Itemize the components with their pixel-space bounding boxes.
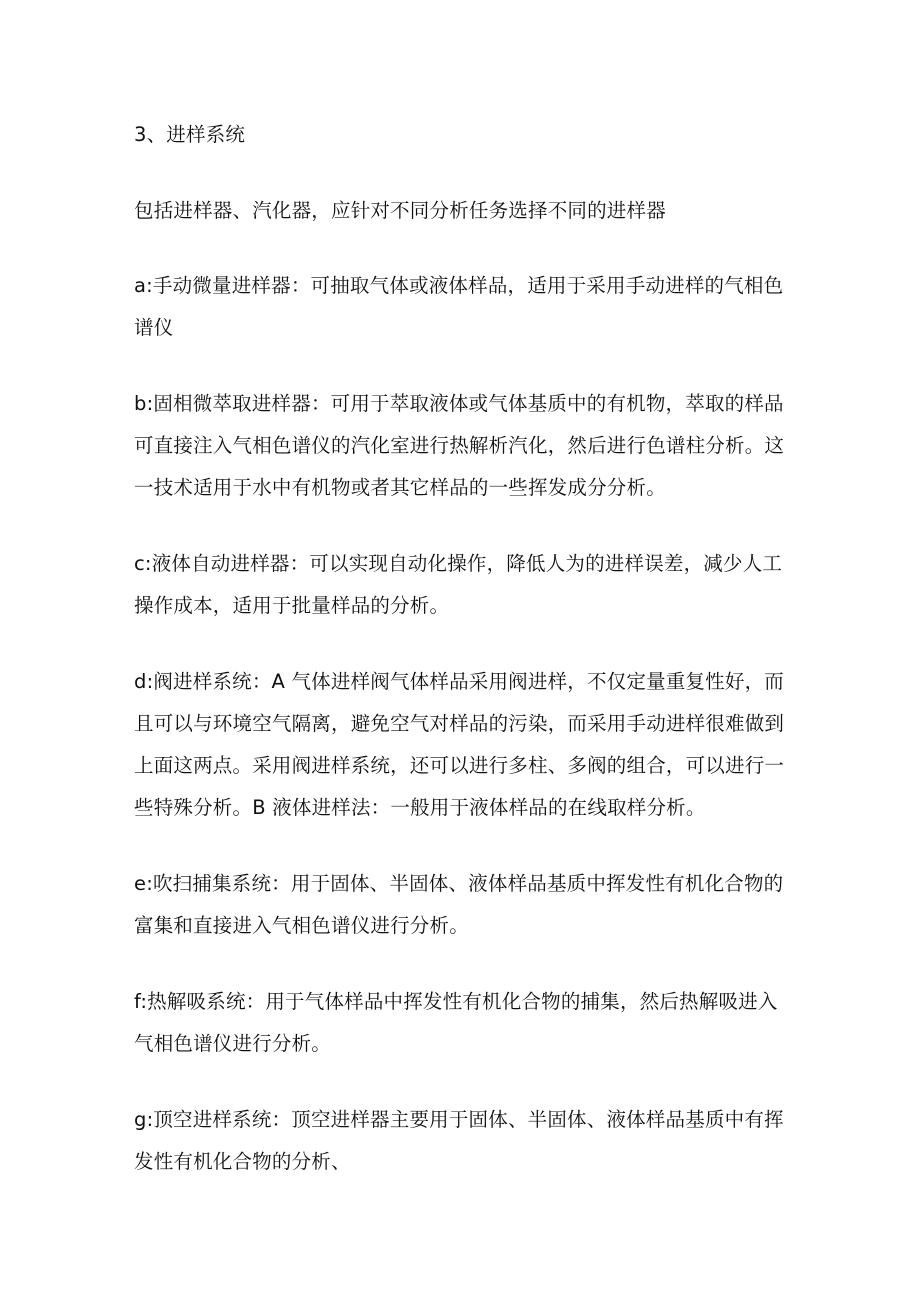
document-content: [134, 114, 794, 1217]
item-f-paragraph: f:热解吸系统：用于气体样品中挥发性有机化合物的捕集，然后热解吸进入气相色谱仪进行分析。: [134, 990, 778, 1055]
item-d-paragraph: d:阀进样系统：A 气体进样阀气体样品采用阀进样，不仅定量重复性好，而且可以与环境空气隔离，避免空气对样品的污染，而采用手动进样很难做到上面这两点。采用阀进样系统，还可以进行多柱、多阀的组合，可以进行一些特殊分析。B 液体进样法：一般用于液体样品的在线取样分析。: [134, 670, 785, 819]
item-g-paragraph: g:顶空进样系统：顶空进样器主要用于固体、半固体、液体样品基质中有挥发性有机化合物的分析、: [134, 1108, 784, 1173]
intro-paragraph: 包括进样器、汽化器，应针对不同分析任务选择不同的进样器: [134, 199, 666, 222]
item-e-paragraph: e:吹扫捕集系统：用于固体、半固体、液体样品基质中挥发性有机化合物的富集和直接进入气相色谱仪进行分析。: [134, 872, 784, 937]
item-c-paragraph: c:液体自动进样器：可以实现自动化操作，降低人为的进样误差，减少人工操作成本，适用于批量样品的分析。: [134, 552, 783, 617]
section-heading: 3、进样系统: [134, 123, 246, 146]
item-a-paragraph: a:手动微量进样器：可抽取气体或液体样品，适用于采用手动进样的气相色谱仪: [134, 274, 784, 339]
item-b-paragraph: b:固相微萃取进样器：可用于萃取液体或气体基质中的有机物，萃取的样品可直接注入气相色谱仪的汽化室进行热解析汽化，然后进行色谱柱分析。这一技术适用于水中有机物或者其它样品的一些挥发成分分析。: [134, 392, 785, 499]
